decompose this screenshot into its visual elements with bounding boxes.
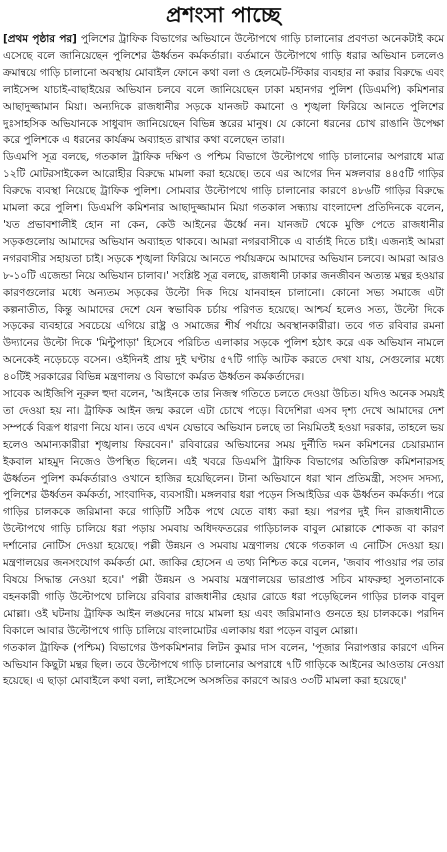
paragraph-2: ডিএমপি সূত্র বলছে, গতকাল ট্রাফিক দক্ষিণ ও পশ্চিম বিভাগে উল্টোপথে গাড়ি চালানোর অপরাধে মাত্র ১২টি মোটরসাইকেল আরোহীর বিরুদ্ধে মামলা করা হয়েছে। তবে এর আগের দিন মঙ্গলবার ৪৪৫টি গাড়ির বিরুদ্ধে ব্যবস্থা নিয়েছে ট্রাফিক পুলিশ। সোমবার উল্টোপথে গাড়ি চালানোর কারণে ৪৮৬টি গাড়ির বিরুদ্ধে মামলা করে পুলিশ। ডিএমপি কমিশনার আছাদুজ্জামান মিয়া গতকাল সন্ধ্যায় বাংলাদেশ প্রতিদিনকে বলেন, 'যত প্রভাবশালীই হোন না কেন, কেউ আইনের ঊর্ধ্বে নন। যানজট থেকে মুক্তি পেতে রাজধানীর সড়কগুলোয় আমাদের অভিযান অব্যাহত থাকবে। আমরা নগরবাসীকে এ বার্তাই দিতে চাই। এজন্যই আমরা নগরবাসীর সহায়তা চাই। সড়কে শৃঙ্খলা ফিরিয়ে আনতে পর্যায়ক্রমে আমাদের অভিযান চলবে। আমরা আরও ৮-১০টি এজেন্ডা নিয়ে অভিযান চালাব।' সংশ্লিষ্ট সূত্র বলছে, রাজধানী ঢাকার জনজীবন অত্যন্ত মন্থর হওয়ার কারণগুলোর মধ্যে অন্যতম সড়কের উল্টো দিক দিয়ে যানবাহন চালানো। কোনো সভ্য সমাজে এটা কল্পনাতীত, কিন্তু আমাদের দেশে যেন স্বভাবিক চর্চায় পরিণত হয়েছে। আশ্চর্য হলেও সত্য, উল্টো দিকে সড়কের ব্যবহারে সবচেয়ে এগিয়ে রাষ্ট্র ও সমাজের শীর্ষ পর্যায়ে অবস্থানকারীরা। তবে গত রবিবার রমনা উদ্যানের উল্টো দিকে 'মিন্টুপাড়া' হিসেবে পরিচিত এলাকার সড়কে পুলিশ হঠাৎ করে এক অভিযান নামলে অনেকেই নড়েচড়ে বসেন। ওইদিনই প্রায় দুই ঘণ্টায় ৫৭টি গাড়ি আটক করতে দেখা যায়, সেগুলোর মধ্যে ৪০টিই সরকারের বিভিন্ন মন্ত্রণালয় ও বিভাগে কর্মরত ঊর্ধ্বতন কর্মকর্তাদের।	[3, 151, 444, 384]
article-body	[2, 31, 445, 690]
paragraph-3: সাবেক আইজিপি নূরুল হুদা বলেন, 'আইনকে তার নিজস্ব গতিতে চলতে দেওয়া উচিত। যদিও অনেক সময়ই তা দেওয়া হয় না। ট্রাফিক আইন জন্ম করলে এটা চোখে পড়ে। বিদেশিরা এসব দৃশ্য দেখে আমাদের দেশ সম্পর্কে বিরূপ ধারণা নিয়ে যান। তবে এখন যেভাবে অভিযান চলছে তা নিয়মিতই হওয়া দরকার, তাহলে ভয় হলেও অমান্যকারীরা শৃঙ্খলায় ফিরবেন।' রবিবারের অভিযানের সময় দুর্নীতি দমন কমিশনের চেয়ারম্যান ইকবাল মাহমুদ নিজেও উপস্থিত ছিলেন। এই খবরে ডিএমপি ট্রাফিক বিভাগের অতিরিক্ত কমিশনারসহ ঊর্ধ্বতন পুলিশ কর্মকর্তারাও ওখানে হাজির হয়েছিলেন। টানা অভিযানে ধরা খান প্রতিমন্ত্রী, সংসদ সদস্য, পুলিশের ঊর্ধ্বতন কর্মকর্তা, সাংবাদিক, ব্যবসায়ী। মঙ্গলবার ধরা পড়েন সিআইডির এক ঊর্ধ্বতন কর্মকর্তা। পরে গাড়ির চালককে জরিমানা করে গাড়িটি সঠিক পথে যেতে বাধ্য করা হয়। পরপর দুই দিন রাজধানীতে উল্টোপথে গাড়ি চালিয়ে ধরা পড়ায় সমবায় অধিদফতরের গাড়িচালক বাবুল মোল্লাকে শোকজ বা কারণ দর্শানোর নোটিস দেওয়া হয়েছে। পল্লী উন্নয়ন ও সমবায় মন্ত্রণালয় থেকে গতকাল এ নোটিস দেওয়া হয়। মন্ত্রণালয়ের জনসংযোগ কর্মকর্তা মো. জাকির হোসেন এ তথ্য নিশ্চিত করে বলেন, 'জবাব পাওয়ার পর তার বিষয়ে সিদ্ধান্ত নেওয়া হবে।' পল্লী উন্নয়ন ও সমবায় মন্ত্রণালয়ের ভারপ্রাপ্ত সচিব মাফরুহা সুলতানাকে বহনকারী গাড়ি উল্টোপথে চালিয়ে রবিবার রাজধানীর হেয়ার রোডে ধরা পড়েছিলেন গাড়ির চালক বাবুল মোল্লা। ওই ঘটনায় ট্রাফিক আইন লঙ্ঘনের দায়ে মামলা হয় এবং জরিমানাও গুনতে হয় চালককে। পরদিন বিকালে আবার উল্টোপথে গাড়ি চালিয়ে বাংলামোটর এলাকায় ধরা পড়েন বাবুল মোল্লা।	[3, 388, 444, 637]
continued-from-label: [প্রথম পৃষ্ঠার পর]	[3, 33, 77, 45]
headline: প্রশংসা পাচ্ছে	[166, 2, 281, 27]
paragraph-1	[3, 31, 444, 149]
paragraph-4: গতকাল ট্রাফিক (পশ্চিম) বিভাগের উপকমিশনার লিটন কুমার দাস বলেন, 'পূজার নিরাপত্তার কারণে এদিন অভিযান কিছুটা মন্থর ছিল। তবে উল্টোপথে গাড়ি চালানোর অপরাধে ৭টি গাড়িকে আইনের আওতায় নেওয়া হয়েছে। এ ছাড়া মোবাইলে কথা বলা, লাইসেন্সে অসঙ্গতির কারণে আরও ৩৩টি মামলা করা হয়েছে।'	[3, 641, 444, 688]
paragraph-1-text: পুলিশের ট্রাফিক বিভাগের অভিযানে উল্টোপথে গাড়ি চালানোর প্রবণতা অনেকটাই কমে এসেছে বলে জানিয়েছেন পুলিশের ঊর্ধ্বতন কর্মকর্তারা। বর্তমানে উল্টোপথে গাড়ি ধরার অভিযান চললেও ক্রমান্বয়ে গাড়ি চালানো অবস্থায় মোবাইল ফোনে কথা বলা ও হেলমেট-স্টিকার ব্যবহার না করার বিরুদ্ধে এবং লাইসেন্স যাচাই-বাছাইয়ের অভিযান চলবে বলে জানিয়েছেন ঢাকা মহানগর পুলিশ (ডিএমপি) কমিশনার আছাদুজ্জামান মিয়া। অন্যদিকে রাজধানীর সড়কে যানজট কমানো ও শৃঙ্খলা ফিরিয়ে আনতে পুলিশের দুঃসাহসিক অভিযানকে সাধুবাদ জানিয়েছেন বিভিন্ন স্তরের মানুষ। যে কোনো ধরনের চোখ রাঙানি উপেক্ষা করে পুলিশকে এ ধরনের কার্যক্রম অব্যাহত রাখার কথা বলেছেন তারা।	[3, 33, 444, 147]
